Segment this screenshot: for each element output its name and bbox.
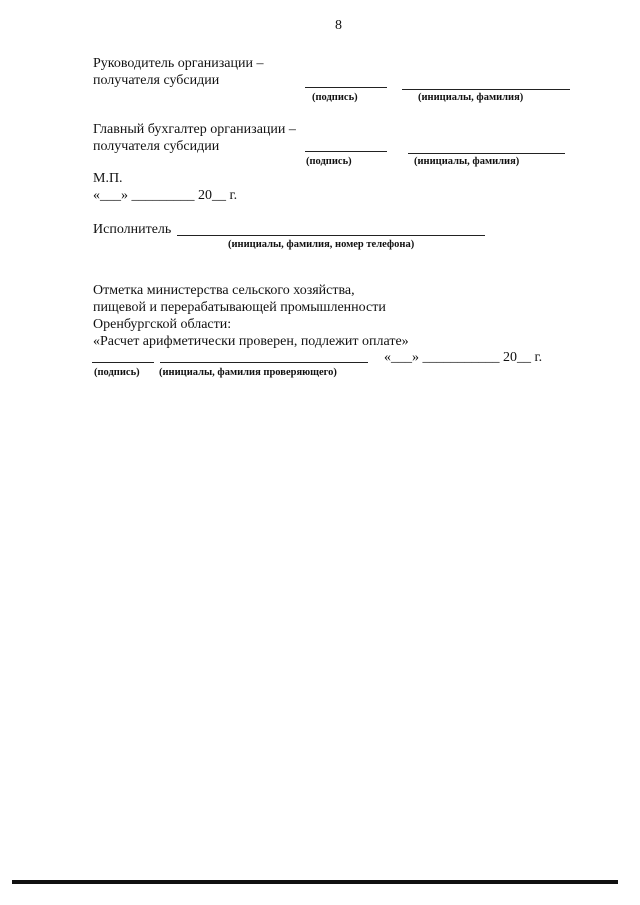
accountant-title-line1: Главный бухгалтер организации – (93, 122, 296, 137)
checker-signature-caption: (подпись) (94, 367, 140, 378)
director-title-line2: получателя субсидии (93, 73, 220, 88)
checker-signature-line[interactable] (92, 362, 154, 363)
accountant-signature-line[interactable] (305, 151, 387, 152)
ministry-mark-line1: Отметка министерства сельского хозяйства, (93, 283, 355, 298)
director-name-caption: (инициалы, фамилия) (418, 92, 524, 103)
executor-label: Исполнитель (93, 222, 172, 237)
director-name-line[interactable] (402, 89, 570, 90)
checker-name-line[interactable] (160, 362, 368, 363)
executor-line[interactable] (177, 235, 485, 236)
ministry-mark-line3: Оренбургской области: (93, 317, 232, 332)
stamp-place-label: М.П. (93, 171, 123, 186)
checker-name-caption: (инициалы, фамилия проверяющего) (159, 367, 337, 378)
accountant-name-line[interactable] (408, 153, 565, 154)
director-title-line1: Руководитель организации – (93, 56, 264, 71)
accountant-signature-caption: (подпись) (306, 156, 352, 167)
page-number: 8 (335, 18, 342, 33)
ministry-mark-line4: «Расчет арифметически проверен, подлежит оплате» (93, 334, 409, 349)
ministry-mark-line2: пищевой и перерабатывающей промышленности (93, 300, 386, 315)
bottom-border-bar (12, 880, 618, 884)
ministry-date-line: «___» ___________ 20__ г. (384, 350, 543, 365)
accountant-title-line2: получателя субсидии (93, 139, 220, 154)
executor-caption: (инициалы, фамилия, номер телефона) (228, 239, 415, 250)
director-signature-caption: (подпись) (312, 92, 358, 103)
director-signature-line[interactable] (305, 87, 387, 88)
stamp-date-line: «___» _________ 20__ г. (93, 188, 238, 203)
accountant-name-caption: (инициалы, фамилия) (414, 156, 520, 167)
